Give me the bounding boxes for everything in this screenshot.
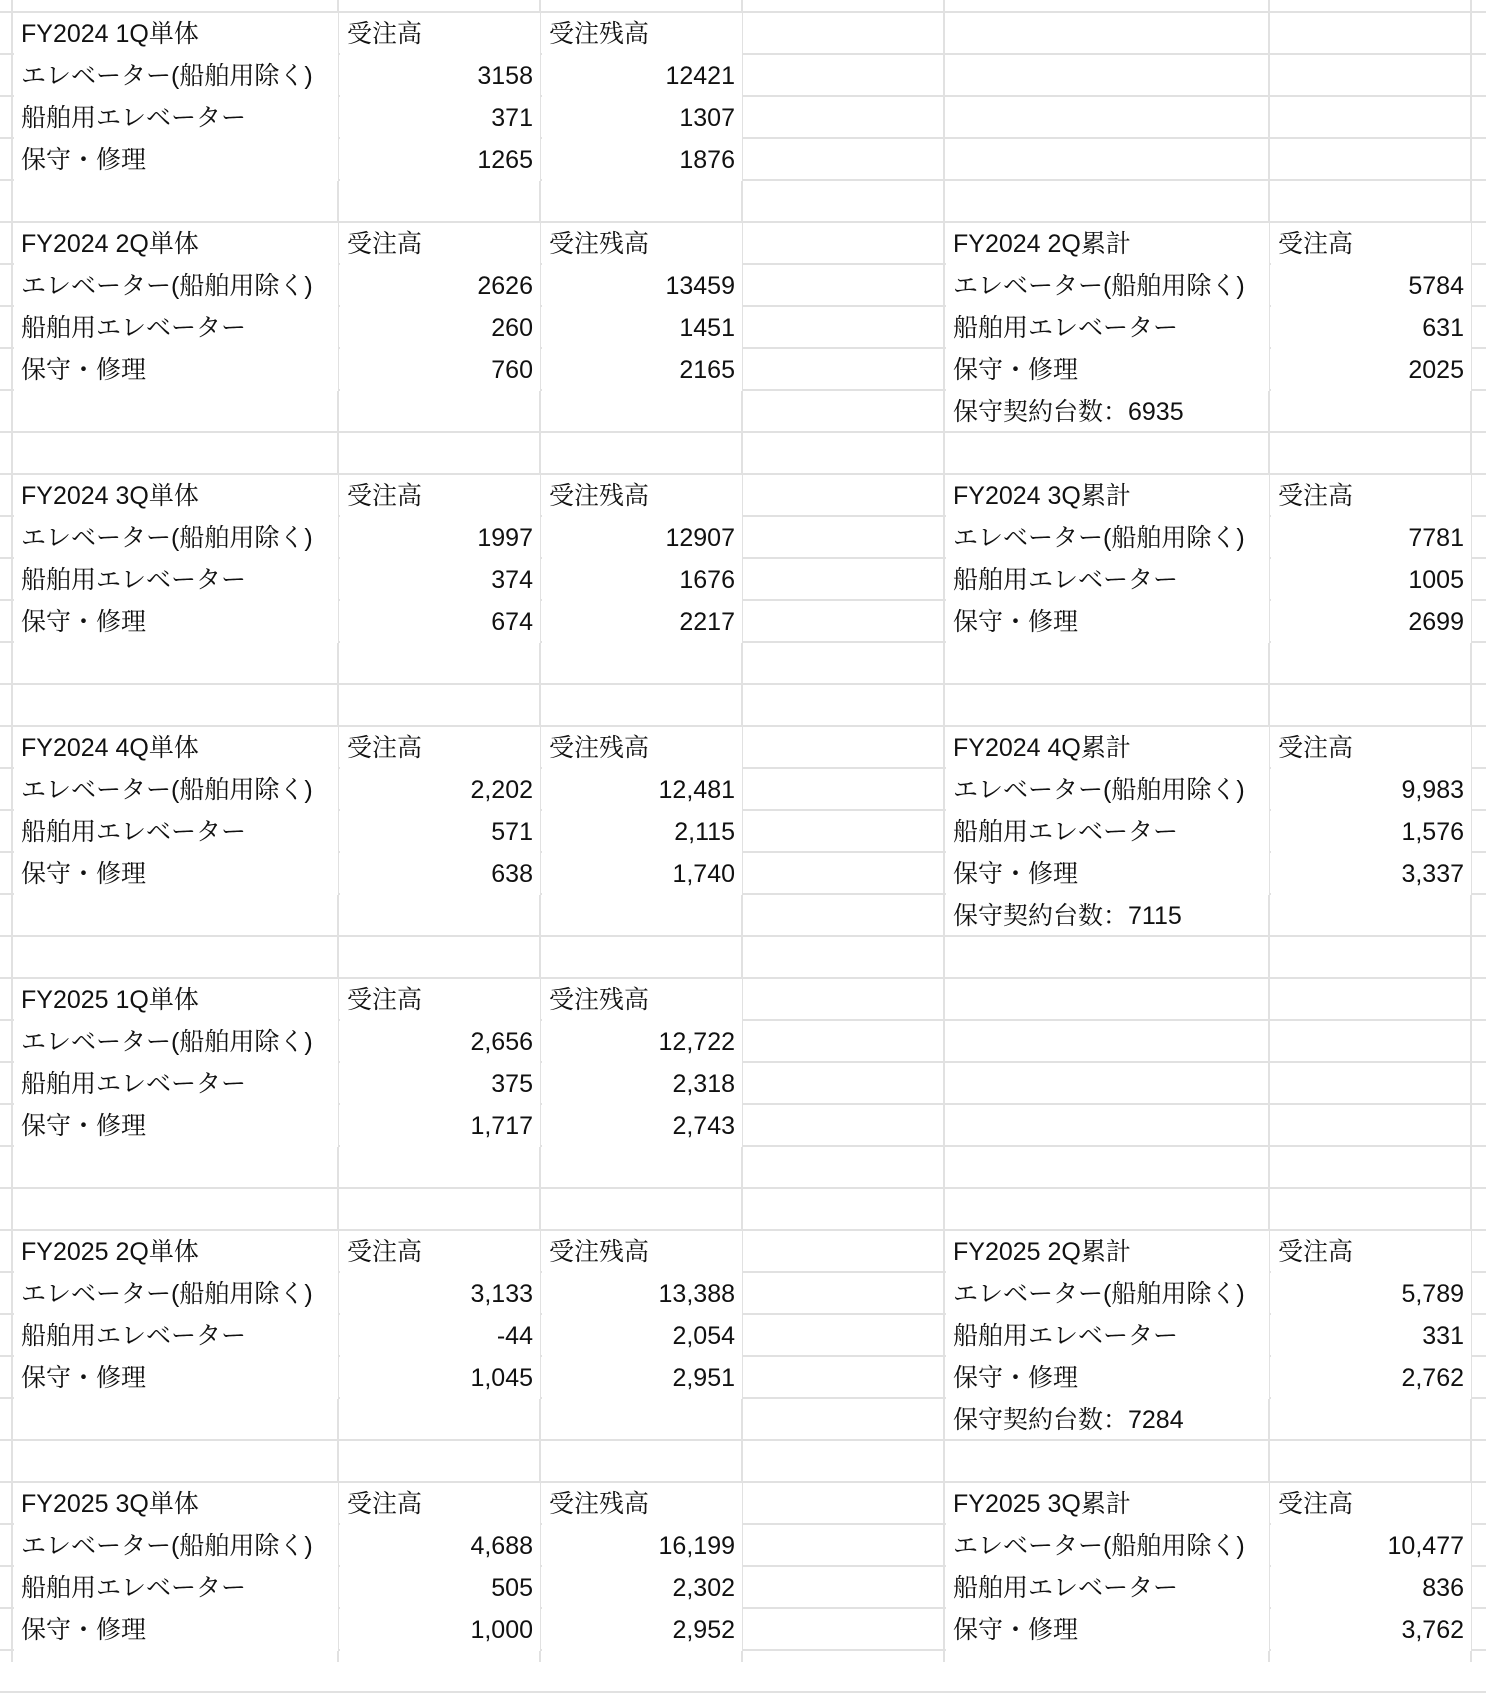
segment-label-cell[interactable]: 船舶用エレベーター [14,559,338,601]
orders-value-cell[interactable]: 631 [1271,307,1471,349]
maintenance-contract-count-cell[interactable]: 保守契約台数：7115 [953,902,1182,930]
segment-label-cell[interactable]: 保守・修理 [14,1105,338,1147]
block-title-cell[interactable]: FY2025 2Q単体 [14,1231,338,1273]
header-backlog-cell[interactable]: 受注残高 [542,13,742,55]
backlog-value-cell[interactable]: 2217 [542,601,742,643]
orders-value-cell[interactable]: 1,717 [340,1105,540,1147]
backlog-value-cell[interactable]: 2,318 [542,1063,742,1105]
backlog-value-cell[interactable]: 2,952 [542,1609,742,1651]
backlog-value-cell[interactable]: 1307 [542,97,742,139]
orders-value-cell[interactable]: 505 [340,1567,540,1609]
orders-value-cell[interactable]: 2,656 [340,1021,540,1063]
segment-label-cell[interactable]: 保守・修理 [946,601,1269,643]
segment-label-cell[interactable]: 保守・修理 [946,853,1269,895]
segment-label-cell[interactable]: エレベーター(船舶用除く) [14,769,338,811]
header-orders-cell[interactable]: 受注高 [340,1231,540,1273]
backlog-value-cell[interactable]: 13,388 [542,1273,742,1315]
backlog-value-cell[interactable]: 13459 [542,265,742,307]
backlog-value-cell[interactable]: 2,115 [542,811,742,853]
segment-label-cell[interactable]: エレベーター(船舶用除く) [946,1525,1269,1567]
backlog-value-cell[interactable]: 2,951 [542,1357,742,1399]
segment-label-cell[interactable]: 船舶用エレベーター [14,307,338,349]
segment-label-cell[interactable]: 保守・修理 [946,349,1269,391]
backlog-value-cell[interactable]: 2165 [542,349,742,391]
block-title-cell[interactable]: FY2025 3Q単体 [14,1483,338,1525]
header-orders-cell[interactable]: 受注高 [340,223,540,265]
orders-value-cell[interactable]: 1005 [1271,559,1471,601]
orders-value-cell[interactable]: 3158 [340,55,540,97]
segment-label-cell[interactable]: 船舶用エレベーター [14,97,338,139]
segment-label-cell[interactable]: 船舶用エレベーター [946,559,1269,601]
header-orders-cell[interactable]: 受注高 [1271,223,1471,265]
header-orders-cell[interactable]: 受注高 [340,1483,540,1525]
segment-label-cell[interactable]: 保守・修理 [946,1357,1269,1399]
header-backlog-cell[interactable]: 受注残高 [542,979,742,1021]
segment-label-cell[interactable]: 船舶用エレベーター [14,1315,338,1357]
segment-label-cell[interactable]: 保守・修理 [14,139,338,181]
header-orders-cell[interactable]: 受注高 [1271,1231,1471,1273]
backlog-value-cell[interactable]: 1876 [542,139,742,181]
orders-value-cell[interactable]: 760 [340,349,540,391]
orders-value-cell[interactable]: 1,576 [1271,811,1471,853]
segment-label-cell[interactable]: 船舶用エレベーター [946,307,1269,349]
header-backlog-cell[interactable]: 受注残高 [542,1231,742,1273]
backlog-value-cell[interactable]: 2,302 [542,1567,742,1609]
orders-value-cell[interactable]: 3,762 [1271,1609,1471,1651]
segment-label-cell[interactable]: エレベーター(船舶用除く) [946,1273,1269,1315]
backlog-value-cell[interactable]: 12,722 [542,1021,742,1063]
segment-label-cell[interactable]: エレベーター(船舶用除く) [946,517,1269,559]
header-orders-cell[interactable]: 受注高 [340,727,540,769]
segment-label-cell[interactable]: 船舶用エレベーター [14,811,338,853]
header-backlog-cell[interactable]: 受注残高 [542,223,742,265]
cumulative-title-cell[interactable]: FY2025 2Q累計 [946,1231,1269,1273]
cumulative-title-cell[interactable]: FY2025 3Q累計 [946,1483,1269,1525]
backlog-value-cell[interactable]: 1451 [542,307,742,349]
orders-value-cell[interactable]: 1,045 [340,1357,540,1399]
orders-value-cell[interactable]: 1997 [340,517,540,559]
maintenance-contract-count-cell[interactable]: 保守契約台数：7284 [953,1406,1184,1434]
orders-value-cell[interactable]: 2626 [340,265,540,307]
header-orders-cell[interactable]: 受注高 [340,979,540,1021]
orders-value-cell[interactable]: 375 [340,1063,540,1105]
orders-value-cell[interactable]: 3,133 [340,1273,540,1315]
orders-value-cell[interactable]: 331 [1271,1315,1471,1357]
orders-value-cell[interactable]: 5784 [1271,265,1471,307]
header-orders-cell[interactable]: 受注高 [340,13,540,55]
header-backlog-cell[interactable]: 受注残高 [542,475,742,517]
segment-label-cell[interactable]: エレベーター(船舶用除く) [14,1525,338,1567]
block-title-cell[interactable]: FY2024 3Q単体 [14,475,338,517]
orders-value-cell[interactable]: 260 [340,307,540,349]
segment-label-cell[interactable]: エレベーター(船舶用除く) [14,1273,338,1315]
segment-label-cell[interactable]: エレベーター(船舶用除く) [946,769,1269,811]
backlog-value-cell[interactable]: 1,740 [542,853,742,895]
orders-value-cell[interactable]: 10,477 [1271,1525,1471,1567]
maintenance-contract-count-cell[interactable]: 保守契約台数：6935 [953,398,1184,426]
orders-value-cell[interactable]: 2025 [1271,349,1471,391]
backlog-value-cell[interactable]: 12907 [542,517,742,559]
orders-value-cell[interactable]: 1265 [340,139,540,181]
backlog-value-cell[interactable]: 12,481 [542,769,742,811]
backlog-value-cell[interactable]: 1676 [542,559,742,601]
backlog-value-cell[interactable]: 12421 [542,55,742,97]
orders-value-cell[interactable]: 2,762 [1271,1357,1471,1399]
block-title-cell[interactable]: FY2024 2Q単体 [14,223,338,265]
backlog-value-cell[interactable]: 16,199 [542,1525,742,1567]
orders-value-cell[interactable]: 638 [340,853,540,895]
orders-value-cell[interactable]: 571 [340,811,540,853]
block-title-cell[interactable]: FY2024 4Q単体 [14,727,338,769]
orders-value-cell[interactable]: 374 [340,559,540,601]
orders-value-cell[interactable]: 674 [340,601,540,643]
row-gridline [0,1187,1486,1189]
segment-label-cell[interactable]: 船舶用エレベーター [946,1567,1269,1609]
segment-label-cell[interactable]: エレベーター(船舶用除く) [14,55,338,97]
orders-value-cell[interactable]: 371 [340,97,540,139]
column-gridline [943,0,945,1662]
row-gridline [0,683,1486,685]
header-backlog-cell[interactable]: 受注残高 [542,1483,742,1525]
backlog-value-cell[interactable]: 2,743 [542,1105,742,1147]
orders-value-cell[interactable]: 2699 [1271,601,1471,643]
orders-value-cell[interactable]: 836 [1271,1567,1471,1609]
segment-label-cell[interactable]: 保守・修理 [14,853,338,895]
segment-label-cell[interactable]: 保守・修理 [14,601,338,643]
header-backlog-cell[interactable]: 受注残高 [542,727,742,769]
segment-label-cell[interactable]: エレベーター(船舶用除く) [14,1021,338,1063]
block-title-cell[interactable]: FY2025 1Q単体 [14,979,338,1021]
segment-label-cell[interactable]: 船舶用エレベーター [946,1315,1269,1357]
segment-label-cell[interactable]: 船舶用エレベーター [946,811,1269,853]
segment-label-cell[interactable]: 保守・修理 [14,349,338,391]
cumulative-title-cell[interactable]: FY2024 3Q累計 [946,475,1269,517]
orders-value-cell[interactable]: 1,000 [340,1609,540,1651]
header-orders-cell[interactable]: 受注高 [340,475,540,517]
orders-value-cell[interactable]: 7781 [1271,517,1471,559]
block-title-cell[interactable]: FY2024 1Q単体 [14,13,338,55]
orders-value-cell[interactable]: -44 [340,1315,540,1357]
orders-value-cell[interactable]: 2,202 [340,769,540,811]
segment-label-cell[interactable]: 船舶用エレベーター [14,1063,338,1105]
column-gridline [11,0,13,1662]
orders-value-cell[interactable]: 4,688 [340,1525,540,1567]
cumulative-title-cell[interactable]: FY2024 4Q累計 [946,727,1269,769]
header-orders-cell[interactable]: 受注高 [1271,475,1471,517]
header-orders-cell[interactable]: 受注高 [1271,1483,1471,1525]
segment-label-cell[interactable]: 保守・修理 [14,1609,338,1651]
orders-value-cell[interactable]: 9,983 [1271,769,1471,811]
orders-value-cell[interactable]: 3,337 [1271,853,1471,895]
segment-label-cell[interactable]: エレベーター(船舶用除く) [946,265,1269,307]
cumulative-title-cell[interactable]: FY2024 2Q累計 [946,223,1269,265]
backlog-value-cell[interactable]: 2,054 [542,1315,742,1357]
segment-label-cell[interactable]: 船舶用エレベーター [14,1567,338,1609]
segment-label-cell[interactable]: エレベーター(船舶用除く) [14,265,338,307]
segment-label-cell[interactable]: 保守・修理 [946,1609,1269,1651]
segment-label-cell[interactable]: 保守・修理 [14,1357,338,1399]
orders-value-cell[interactable]: 5,789 [1271,1273,1471,1315]
segment-label-cell[interactable]: エレベーター(船舶用除く) [14,517,338,559]
header-orders-cell[interactable]: 受注高 [1271,727,1471,769]
